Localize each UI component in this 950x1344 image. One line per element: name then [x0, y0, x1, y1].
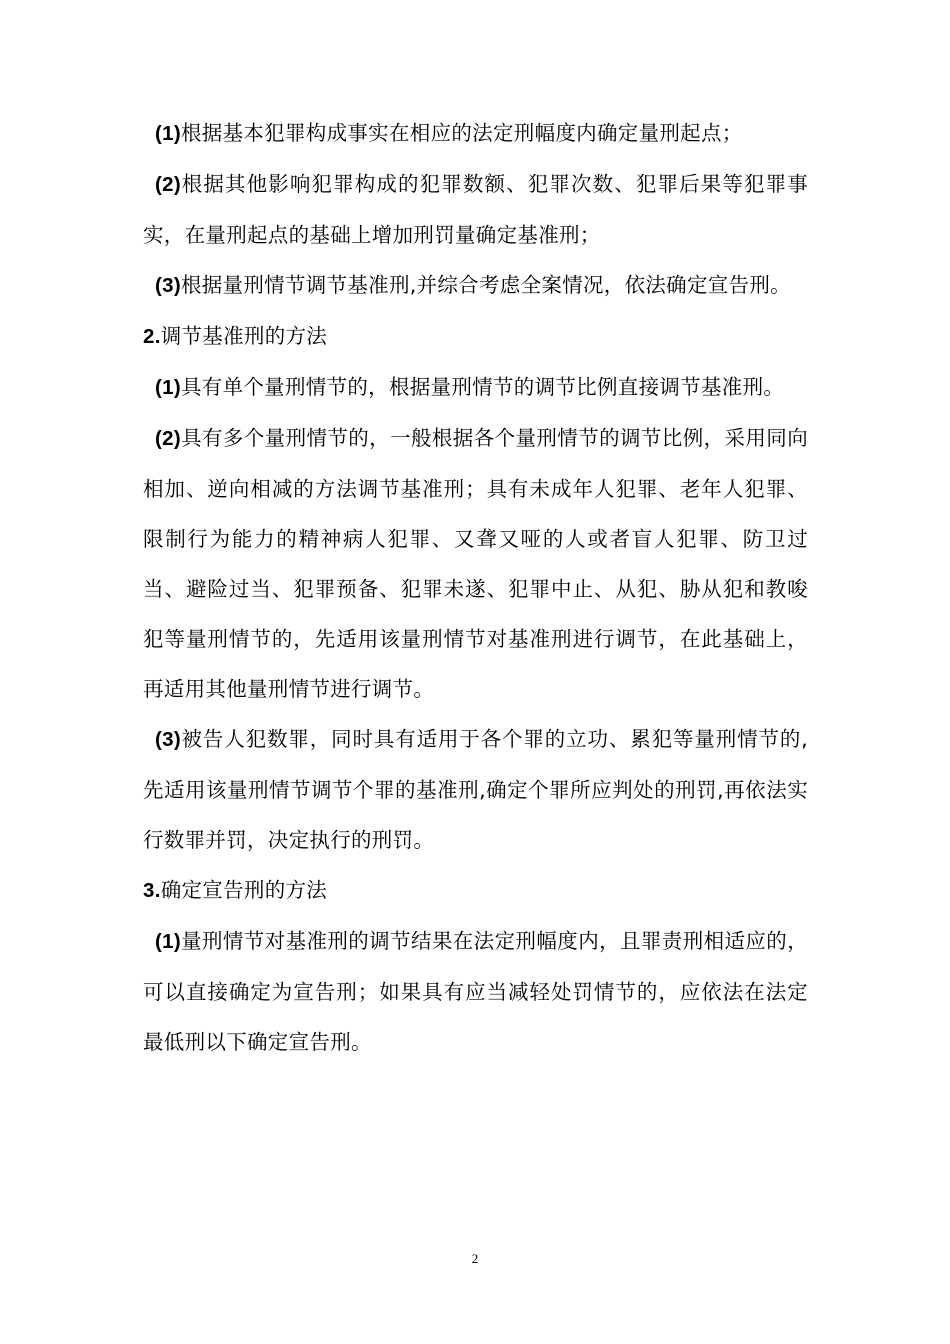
paragraph-1 — [143, 108, 808, 159]
paragraph-number: (1) — [155, 930, 181, 953]
paragraph-number: (1) — [155, 122, 181, 145]
paragraph-number: (2) — [155, 173, 181, 196]
section-3-paragraph-1 — [143, 916, 808, 1067]
paragraph-number: (3) — [155, 274, 181, 297]
section-title: 调节基准刑的方法 — [160, 324, 328, 348]
paragraph-number: (3) — [155, 728, 181, 751]
paragraph-2 — [143, 159, 808, 260]
paragraph-number: (1) — [155, 376, 181, 399]
paragraph-text: 根据量刑情节调节基准刑,并综合考虑全案情况，依法确定宣告刑。 — [180, 273, 791, 297]
section-number: 3. — [143, 879, 161, 902]
paragraph-text: 根据基本犯罪构成事实在相应的法定刑幅度内确定量刑起点； — [180, 121, 743, 145]
paragraph-text: 被告人犯数罪，同时具有适用于各个罪的立功、累犯等量刑情节的,先适用该量刑情节调节个罪的基准刑,确定个罪所应判处的刑罚,再依法实行数罪并罚，决定执行的刑罚。 — [143, 727, 808, 852]
paragraph-text: 具有单个量刑情节的，根据量刑情节的调节比例直接调节基准刑。 — [180, 375, 785, 399]
section-number: 2. — [143, 325, 161, 348]
section-2-paragraph-2 — [143, 413, 808, 714]
section-2-heading — [143, 311, 808, 362]
section-3-heading — [143, 865, 808, 916]
document-body — [143, 108, 808, 1067]
paragraph-3 — [143, 260, 808, 311]
paragraph-text: 根据其他影响犯罪构成的犯罪数额、犯罪次数、犯罪后果等犯罪事实，在量刑起点的基础上增加刑罚量确定基准刑； — [143, 172, 808, 247]
paragraph-text: 量刑情节对基准刑的调节结果在法定刑幅度内，且罪责刑相适应的，可以直接确定为宣告刑；如果具有应当减轻处罚情节的，应依法在法定最低刑以下确定宣告刑。 — [143, 929, 808, 1054]
section-2-paragraph-1 — [143, 362, 808, 413]
paragraph-text: 具有多个量刑情节的，一般根据各个量刑情节的调节比例，采用同向相加、逆向相减的方法调节基准刑；具有未成年人犯罪、老年人犯罪、限制行为能力的精神病人犯罪、又聋又哑的人或者盲人犯罪、防卫过当、避险过当、犯罪预备、犯罪未遂、犯罪中止、从犯、胁从犯和教唆犯等量刑情节的，先适用该量刑情节对基准刑进行调节，在此基础上，再适用其他量刑情节进行调节。 — [143, 426, 808, 701]
section-title: 确定宣告刑的方法 — [160, 878, 328, 902]
paragraph-number: (2) — [155, 427, 181, 450]
page-number: 2 — [471, 1251, 479, 1266]
section-2-paragraph-3 — [143, 714, 808, 865]
